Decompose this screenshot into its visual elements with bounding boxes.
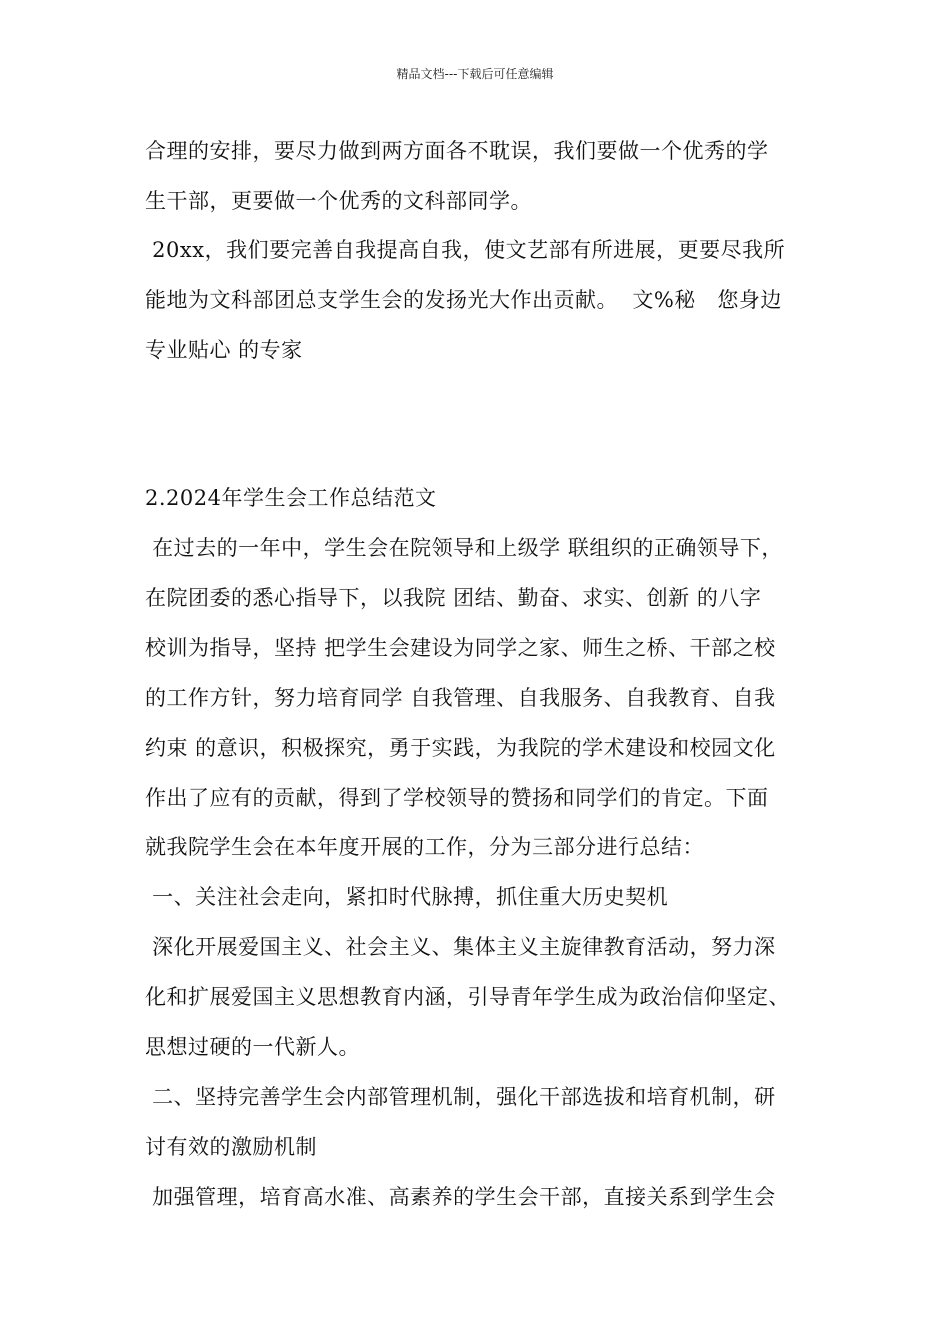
page-header: 精品文档---下载后可任意编辑 (396, 67, 554, 81)
body-line: 的工作方针，努力培育同学 自我管理、自我服务、自我教育、自我 (145, 686, 776, 710)
body-line: 思想过硬的一代新人。 (145, 1035, 360, 1059)
body-line: 约束 的意识，积极探究，勇于实践，为我院的学术建设和校园文化 (145, 736, 776, 760)
body-line: 合理的安排，要尽力做到两方面各不耽误，我们要做一个优秀的学 (145, 139, 769, 163)
body-line: 作出了应有的贡献，得到了学校领导的赞扬和同学们的肯定。下面 (145, 786, 769, 810)
body-line: 在过去的一年中，学生会在院领导和上级学 联组织的正确领导下， (145, 536, 783, 560)
body-line: 深化开展爱国主义、社会主义、集体主义主旋律教育活动，努力深 (145, 935, 776, 959)
body-line: 化和扩展爱国主义思想教育内涵，引导青年学生成为政治信仰坚定、 (145, 985, 790, 1009)
section-title: 2.2024年学生会工作总结范文 (145, 486, 437, 510)
body-line: 在院团委的悉心指导下，以我院 团结、勤奋、求实、创新 的八字 (145, 586, 762, 610)
subheading: 一、关注社会走向，紧扣时代脉搏，抓住重大历史契机 (145, 885, 669, 909)
body-line: 生干部，更要做一个优秀的文科部同学。 (145, 189, 532, 213)
body-line: 就我院学生会在本年度开展的工作，分为三部分进行总结： (145, 835, 704, 859)
body-line: 专业贴心 的专家 (145, 338, 303, 362)
subheading: 讨有效的激励机制 (145, 1135, 317, 1159)
body-line: 校训为指导，坚持 把学生会建设为同学之家、师生之桥、干部之校 (145, 636, 776, 660)
body-line: 能地为文科部团总支学生会的发扬光大作出贡献。 文%秘 您身边 (145, 288, 782, 312)
subheading: 二、坚持完善学生会内部管理机制，强化干部选拔和培育机制，研 (145, 1085, 776, 1109)
body-line: 20xx，我们要完善自我提高自我，使文艺部有所进展，更要尽我所 (145, 238, 786, 262)
body-line: 加强管理，培育高水准、高素养的学生会干部，直接关系到学生会 (145, 1185, 776, 1209)
